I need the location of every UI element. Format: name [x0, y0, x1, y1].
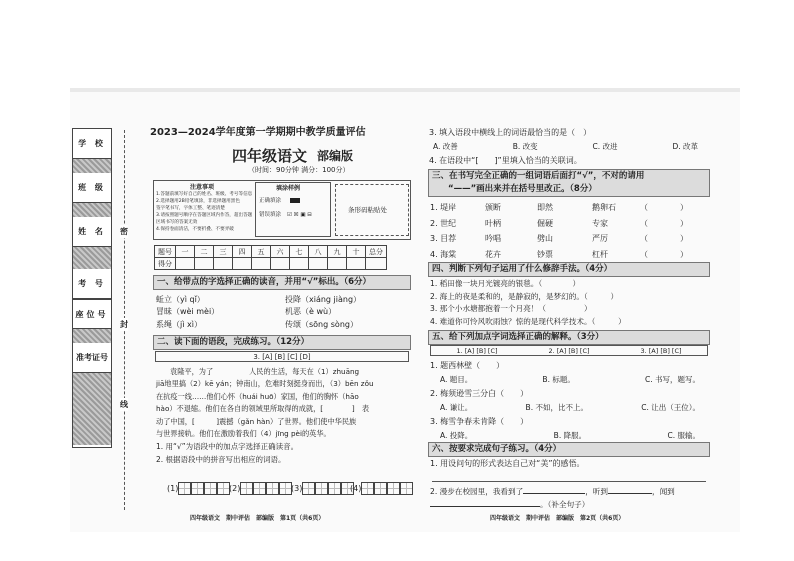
- score-header-cell: 三: [214, 246, 233, 258]
- q6-item-1: 1. 用设问句的形式表达自己对“美”的感悟。: [430, 459, 585, 468]
- score-cell[interactable]: [309, 258, 328, 270]
- rhetoric-item[interactable]: 1. 稻田像一块月光镀亮的银毯。（ ）: [430, 279, 581, 288]
- score-cell[interactable]: [366, 258, 387, 270]
- q6-item-2: [430, 485, 675, 497]
- binding-label-exam-number: 考 号: [73, 269, 111, 299]
- score-row: [155, 258, 387, 270]
- score-header-cell: 一: [176, 246, 195, 258]
- answer-paren[interactable]: （ ）: [640, 234, 688, 243]
- word: 杠杆: [592, 249, 608, 259]
- binding-label-admission: 准考证号: [73, 343, 111, 373]
- section-4-heading: 四、判断下列句子运用了什么修辞手法。（4分）: [428, 262, 710, 277]
- word: 颁断: [485, 203, 501, 212]
- word: 鹅卵石: [592, 203, 616, 212]
- answer-bar-q2[interactable]: 3. [A] [B] [C] [D]: [155, 351, 409, 362]
- word: 花卉: [485, 249, 501, 259]
- score-header-row: [155, 246, 387, 258]
- option-d[interactable]: D. 改革: [672, 142, 698, 151]
- answer-grid-2[interactable]: [229, 482, 292, 495]
- answer-blank[interactable]: [608, 485, 652, 494]
- q6-text: ，闻到: [651, 487, 675, 496]
- score-table: [154, 245, 387, 270]
- passage-line: 与世界接轨。他们在激励着我们（4）jīng pèi的英华。: [156, 429, 331, 439]
- q5-item-3: 3. 梅雪争春未肯降（ ）: [430, 417, 529, 426]
- word: 即然: [537, 203, 553, 212]
- notice-line: 4.保持卷面清洁，不要折叠、不要弄破: [156, 227, 234, 232]
- q2-sub1: 1. 用“√”为语段中的加点字选择正确读音。: [156, 442, 299, 451]
- fill-correct-label: 正确填涂: [259, 198, 282, 204]
- score-header-cell: 四: [233, 246, 252, 258]
- word: 3. 目荐: [430, 234, 457, 243]
- section-3-line: 三、在书写完全正确的一组词语后面打“√”，不对的请用: [432, 171, 645, 181]
- word: 叶柄: [485, 218, 501, 228]
- q1-item[interactable]: 蚯立（yì qǐ）: [156, 295, 205, 304]
- section-3-line: “——”画出来并在括号里改正。（8分）: [448, 184, 597, 194]
- option-b[interactable]: B. 改变: [512, 142, 538, 151]
- score-cell[interactable]: [233, 258, 252, 270]
- word: 倔硬: [537, 218, 553, 228]
- score-cell[interactable]: [176, 258, 195, 270]
- binding-info-strip: [72, 128, 112, 448]
- q6-text: ，听到: [585, 487, 608, 496]
- word-groups: [430, 200, 688, 262]
- word: 严厉: [592, 234, 608, 243]
- option-c[interactable]: C. 改进: [592, 142, 618, 151]
- rhetoric-item[interactable]: 4. 难道你可怜风吹雨蚀？惊的是现代科学技术。（ ）: [430, 316, 626, 326]
- score-header-cell: 五: [252, 246, 271, 258]
- exam-meta: （时间：90分钟 满分：100分）: [248, 166, 350, 174]
- score-cell[interactable]: [252, 258, 271, 270]
- word: 1. 堤岸: [430, 203, 457, 212]
- footer-right: 四年级语文 期中评估 部编版 第2页（共6页）: [490, 515, 625, 522]
- section-3-heading: [428, 169, 710, 197]
- score-header-cell: 八: [309, 246, 328, 258]
- answer-line[interactable]: [432, 481, 706, 482]
- fill-wrong-label: 错误填涂: [259, 212, 282, 218]
- binding-label-name: 姓 名: [73, 217, 111, 247]
- q1-item[interactable]: 传颂（sōng sòng）: [285, 320, 358, 329]
- q6-text: 2. 漫步在校园里，我看到了: [430, 487, 524, 496]
- score-cell[interactable]: [195, 258, 214, 270]
- score-header-cell: 七: [290, 246, 309, 258]
- answer-paren[interactable]: （ ）: [640, 249, 688, 259]
- option-a[interactable]: A. 谦让。: [440, 403, 473, 412]
- answer-bar-item[interactable]: 2. [A] [B] [C]: [548, 347, 590, 355]
- rhetoric-items: [430, 278, 626, 328]
- score-header-cell: 总分: [366, 246, 387, 258]
- score-header-cell: 十: [347, 246, 366, 258]
- option-b[interactable]: B. 不如，比不上。: [525, 403, 588, 412]
- subject-title: 四年级语文: [232, 147, 308, 165]
- word-row[interactable]: [430, 231, 688, 247]
- notice-line: 区域书写的答案无效: [156, 220, 198, 225]
- passage-line: jiā地里搞（2）kē yán；钟南山，危难时刻挺身而出，（3）bēn zǒu: [156, 379, 374, 389]
- score-header-cell: 题号: [155, 246, 176, 258]
- option-c[interactable]: C. 书写，题写。: [644, 375, 700, 384]
- answer-grid-3[interactable]: [291, 482, 354, 495]
- answer-blank[interactable]: [430, 498, 540, 507]
- word: 4. 海棠: [430, 249, 457, 259]
- seal-char-mi: 密: [120, 227, 128, 236]
- fill-correct-mark: [290, 198, 300, 203]
- binding-label-class: 班 级: [73, 173, 111, 203]
- q5-options-3: [440, 430, 700, 441]
- word: 2. 世纪: [430, 218, 457, 228]
- option-b[interactable]: B. 标题。: [542, 375, 575, 384]
- word: 专家: [592, 218, 608, 228]
- notice-line: 2.选择题用2B铅笔填涂，非选择题用黑色: [156, 199, 240, 204]
- seal-char-feng: 封: [120, 320, 128, 329]
- answer-paren[interactable]: （ ）: [640, 218, 688, 228]
- answer-bar-item[interactable]: 3. [A] [B] [C]: [640, 347, 682, 355]
- rhetoric-item[interactable]: 3. 那个小水塘都抱着一个月亮！（ ）: [430, 304, 592, 313]
- q5-options-1: [440, 374, 700, 385]
- seal-char-xian: 线: [120, 400, 128, 409]
- section-5-heading: 五、给下列加点字词选择正确的解释。（3分）: [428, 330, 710, 345]
- grid-label: (1): [167, 484, 179, 493]
- option-c[interactable]: C. 服输。: [667, 431, 700, 440]
- q2-passage: [156, 366, 374, 440]
- exam-title: 2023—2024学年度第一学期期中教学质量评估: [150, 127, 366, 138]
- fill-wrong-marks: ☑ ☒ ▣ ⊟: [287, 212, 312, 218]
- binding-label-seat: 座位号: [73, 299, 111, 329]
- answer-blank[interactable]: [523, 485, 585, 494]
- answer-bar-item[interactable]: 1. [A] [B] [C]: [456, 347, 498, 355]
- word: 吟唱: [485, 234, 501, 243]
- word-row[interactable]: [430, 200, 688, 216]
- word: 钞票: [537, 249, 553, 259]
- notice-title: 注意事项: [190, 184, 215, 191]
- word-row[interactable]: [430, 247, 688, 263]
- score-cell[interactable]: [271, 258, 290, 270]
- option-b[interactable]: B. 降服。: [553, 431, 587, 440]
- q1-item[interactable]: 系绳（jì xì）: [156, 320, 202, 329]
- passage-line: 在抗疫一线……他们心怀（huái huō）家国，他们的胸怀（hāo: [156, 391, 359, 401]
- score-cell[interactable]: [328, 258, 347, 270]
- answer-paren[interactable]: （ ）: [640, 203, 688, 212]
- score-header-cell: 六: [271, 246, 290, 258]
- passage-line: hào）不退缩。他们在各自的领域里所取得的成就，[ ] 表: [156, 404, 370, 414]
- barcode-label: 条形码粘贴处: [348, 206, 387, 214]
- score-cell[interactable]: [214, 258, 233, 270]
- score-header-cell: 二: [195, 246, 214, 258]
- q3-options: [433, 141, 698, 152]
- passage-line: 动了中国，[ ]震撼（gǎn hàn）了世界。他们使中华民族: [156, 416, 357, 426]
- grid-label: (2): [229, 484, 241, 493]
- notice-line: 3.请按照题号顺序在答题区域内作答，超出答题: [156, 213, 253, 218]
- option-a[interactable]: A. 题目。: [440, 375, 473, 384]
- q1-item[interactable]: 冒昧（wèi mèi）: [156, 307, 220, 316]
- answer-bar-q5[interactable]: [430, 345, 708, 356]
- word-row[interactable]: [430, 216, 688, 232]
- score-cell[interactable]: [347, 258, 366, 270]
- q1-item[interactable]: 投降（xiáng jiàng）: [285, 295, 362, 304]
- word: 劈山: [537, 234, 553, 243]
- grid-label: (3): [291, 484, 303, 493]
- notice-line: 1.答题前填写好自己的姓名、班级、考号等信息: [156, 192, 253, 197]
- fill-example-title: 填涂样例: [276, 185, 301, 192]
- q6-item-2-cont: [430, 498, 589, 510]
- q5-item-1: 1. 题西林壁（ ）: [430, 361, 505, 370]
- answer-grid-1[interactable]: [167, 482, 230, 495]
- section-1-heading: 一、给带点的字选择正确的读音，并用“√”标出。（6分）: [153, 275, 411, 290]
- score-header-cell: 九: [328, 246, 347, 258]
- section-2-heading: 二、读下面的语段，完成练习。（12分）: [153, 335, 411, 350]
- edition-label: 部编版: [317, 149, 354, 163]
- rhetoric-item[interactable]: 2. 海上的夜是柔和的，是静寂的，是梦幻的。（ ）: [430, 291, 619, 301]
- option-a[interactable]: A. 投降。: [440, 431, 473, 440]
- option-a[interactable]: A. 改善: [433, 142, 458, 151]
- q6-text: 。（补全句子）: [540, 500, 590, 509]
- q1-item[interactable]: 机恶（è wù）: [285, 307, 337, 316]
- notice-line: 签字笔书写，字体工整、笔迹清楚: [156, 206, 225, 211]
- q4-question: 4. 在语段中“[ ]”里填入恰当的关联词。: [429, 156, 582, 165]
- passage-line: 袁隆平，为了 人民的生活，每天在（1）zhuāng: [170, 367, 360, 376]
- option-c[interactable]: C. 让出（王位）。: [641, 403, 700, 412]
- q5-item-2: 2. 梅须逊雪三分白（ ）: [430, 389, 529, 398]
- binding-label-school: 学 校: [73, 129, 111, 159]
- q2-sub2: 2. 根据语段中的拼音写出相应的词语。: [156, 455, 286, 464]
- answer-grid-4[interactable]: [350, 482, 413, 495]
- q3-question: 3. 填入语段中横线上的词语最恰当的是（ ）: [429, 128, 592, 137]
- grid-label: (4): [350, 484, 362, 493]
- score-row-label: 得分: [155, 258, 176, 270]
- footer-left: 四年级语文 期中评估 部编版 第1页（共6页）: [190, 515, 325, 522]
- q5-options-2: [440, 402, 700, 413]
- score-cell[interactable]: [290, 258, 309, 270]
- notice-text: [156, 191, 252, 233]
- section-6-heading: 六、按要求完成句子练习。（4分）: [428, 442, 710, 457]
